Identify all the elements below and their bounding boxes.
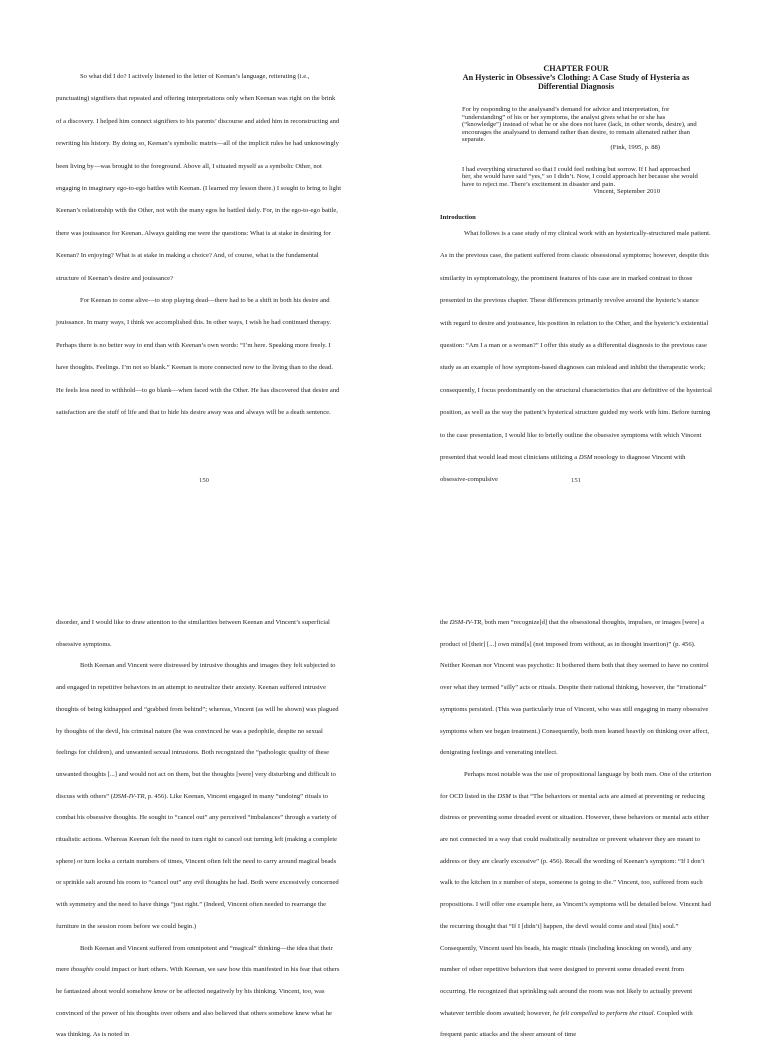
italic-text: know [153,987,168,995]
italic-text: DSM-IV-TR [112,792,145,800]
page-number: 151 [571,477,581,484]
section-heading: Introduction [440,213,476,221]
text-run: nosology to diagnose Vincent with obsessive-compulsive [440,454,686,484]
paragraph: disorder, and I would like to draw attention to the similarities between Keenan and Vincent’s superficial obsessive symptoms. [56,619,330,648]
epigraph-quote: For by responding to the analysand’s demand for advice and interpretation, for “understanding” of his or her symptoms, the analyst gives what he or she has (“knowledge”) instead of what he or she does not have (lack, in other words, desire), and encourages the analysand to demand rather than desire, to remain alienated rather than separate. [462,106,697,144]
chapter-heading: CHAPTER FOUR [543,64,609,73]
page-lower-right [384,512,768,1039]
italic-text: thoughts [70,966,94,974]
paragraph [440,223,712,492]
paragraph: So what did I do? I actively listened to the letter of Keenan’s language, reiterating (i.e., punctuating) signifiers that repeated and offering interpretations only when Keenan was right on the brink of a discovery. I helped him connect signifiers to his parents’ discourse and aided him in reconstructing and rewriting his history. By doing so, Keenan’s symbolic matrix—all of the implicit rules he had unknowingly been living by—was brought to the foreground. Above all, I situated myself as a symbolic Other, not engaging in imaginary ego-to-ego battles with Keenan. (I learned my lesson there.) I sought to bring to light Keenan’s relationship with the Other, not with the many egos he battled daily. For, in the ego-to-ego battle, there was jouissance for Keenan. Always guiding me were the questions: What is at stake in desiring for Keenan? In enjoying? What is at stake in making a choice? And, of course, what is the fundamental structure of Keenan’s desire and jouissance? [56,73,342,282]
italic-text: DSM [497,792,511,800]
text-run: number of steps, someone is going to die.” Vincent, too, suffered from such propositions. I will offer one example here, as Vincent’s symptoms will be detailed below. Vincent had the recurring thought that “If I [didn’t] happen, the devil would come and steal [his] soul.” Consequently, Vincent used his beads, his magic rituals (including knocking on wood), and any number of other repetitive behaviors that were designed to prevent some dreaded event from occurring. He recognized that sprinkling salt around the room was not likely to actually prevent whatever terrible doom awaited; however, [440,879,711,1017]
text-run: What follows is a case study of my clinical work with an hysterically-structured male patient. As in the previous case, the patient suffered from classic obsessional symptoms; however, despite this similarity in symptomatology, the prominent features of his case are in marked contrast to those presented in the previous chapter. These differences primarily revolve around the hysteric’s stance with regard to desire and jouissance, his position in relation to the Other, and the hysteric’s existential question: “Am I a man or a woman?” I offer this study as a differential diagnosis to the previous case study as an example of how symptom-based diagnoses can mislead and inhibit the therapeutic work; consequently, I focus predominantly on the structural characteristics that are definitive of the hysterical position, as well as the way the patient’s hysterical structure guided my work with him. Before turning to the case presentation, I would like to briefly outline the obsessive symptoms with which Vincent presented that would lead most clinicians utilizing a [440,229,713,461]
epigraph-attribution: Vincent, September 2010 [593,188,660,196]
page-number: 150 [199,477,209,484]
epigraph-attribution: (Fink, 1995, p. 88) [610,143,660,151]
text-run: , both men “recognize[d] that the obsessional thoughts, impulses, or images [were] a product of [their] [...] own mind[s] (not imposed from without, as in thought insertion)” (p. 456). Neither Keenan nor Vincent was psychotic: It bothered them both that they seemed to have no control over what they termed “silly” acts or rituals. Despite their rational thinking, however, the “irrational” symptoms persisted. (This was particularly true of Vincent, who was still engaging in many obsessive symptoms when we began treatment.) Consequently, both men leaned heavily on thinking over affect, denigrating feelings and venerating intellect. [440,619,709,757]
paragraph [56,938,342,1046]
text-run: Both Keenan and Vincent were distressed by intrusive thoughts and images they felt subjected to and engaged in repetitive behaviors in an attempt to neutralize their anxiety. Keenan suffered intrusive thoughts of being kidnapped and “grabbed from behind”; whereas, Vincent (as will be shown) was plagued by thoughts of the devil, his criminal nature (he was convinced he was a pedophile, despite no sexual feelings for children), and unwanted sexual intrusions. Both recognized the “pathologic quality of these unwanted thoughts [...] and would not act on them, but the thoughts [were] very disturbing and difficult to discuss with others” ( [56,662,339,800]
text-run: , p. 456). Like Keenan, Vincent engaged in many “undoing” rituals to combat his obsessive thoughts. He sought to “cancel out” any perceived “imbalances” through a variety of ritualistic actions. Whereas Keenan felt the need to turn right to cancel out turning left (making a complete sphere) or turn locks a certain numbers of times, Vincent often felt the need to carry around magical beads or sprinkle salt around his room to “cancel out” any evil thoughts he had. Both were excessively concerned with symmetry and the need to have things “just right.” (Indeed, Vincent often needed to rearrange the furniture in the session room before we could begin.) [56,792,339,930]
page-lower-left [0,512,384,1039]
paragraph [440,764,712,1046]
text-run: could impact or hurt others. With Keenan, we saw how this manifested in his fear that others he fantasized about would somehow [56,966,340,995]
text-run: Both Keenan and Vincent suffered from omnipotent and “magical” thinking—the idea that their mere [56,944,333,974]
text-run: Perhaps most notable was the use of propositional language by both men. One of the criterion for OCD listed in the [440,770,712,800]
text-run: or be affected negatively by his thinking. Vincent, too, was convinced of the power of his thoughts over others and also believed that others somehow knew what he was thinking. As is noted in [56,987,332,1039]
italic-text: he felt compelled to perform the ritual. [552,1009,656,1017]
page-150 [0,0,384,512]
paragraph [440,612,712,764]
text-run: is that “The behaviors or mental acts are aimed at preventing or reducing distress or preventing some dreaded event or situation. However, these behaviors or mental acts either are not connected in a way that could realistically neutralize or prevent whatever they are meant to address or they are clearly excessive” (p. 456). Recall the wording of Keenan’s symptom: “If I don’t walk to the kitchen in [440,792,709,887]
italic-text: DSM-IV-TR [449,619,482,626]
page-151 [384,0,768,512]
chapter-title: An Hysteric in Obsessive’s Clothing: A Case Study of Hysteria as Differential Diagnosis [462,73,690,91]
paragraph: For Keenan to come alive—to stop playing dead—there had to be a shift in both his desire and jouissance. In many ways, I think we accomplished this. In other ways, I wish he had continued therapy. Perhaps there is no better way to end than with Keenan’s own words: “I’m here. Speaking more freely. I have thoughts. Feelings. I’m not so blank.” Keenan is more connected now to the living than to the dead. He feels less need to withhold—to go blank—when faced with the Other. He has discovered that desire and satisfaction are the stuff of life and that to hide his desire away was and always will be a death sentence. [56,297,340,417]
paragraph [56,655,342,937]
italic-text: DSM [578,454,593,461]
italic-text: x [498,879,502,887]
text-run: Coupled with frequent panic attacks and the sheer amount of time [440,1009,693,1039]
text-run: the [440,619,450,626]
epigraph-quote: I had everything structured so that I could feel nothing but sorrow. If I had approached her, she would have said “yes,” so I didn’t. Now, I could approach her because she would have to reject me. There’s excitement in disaster and pain. [462,165,698,188]
